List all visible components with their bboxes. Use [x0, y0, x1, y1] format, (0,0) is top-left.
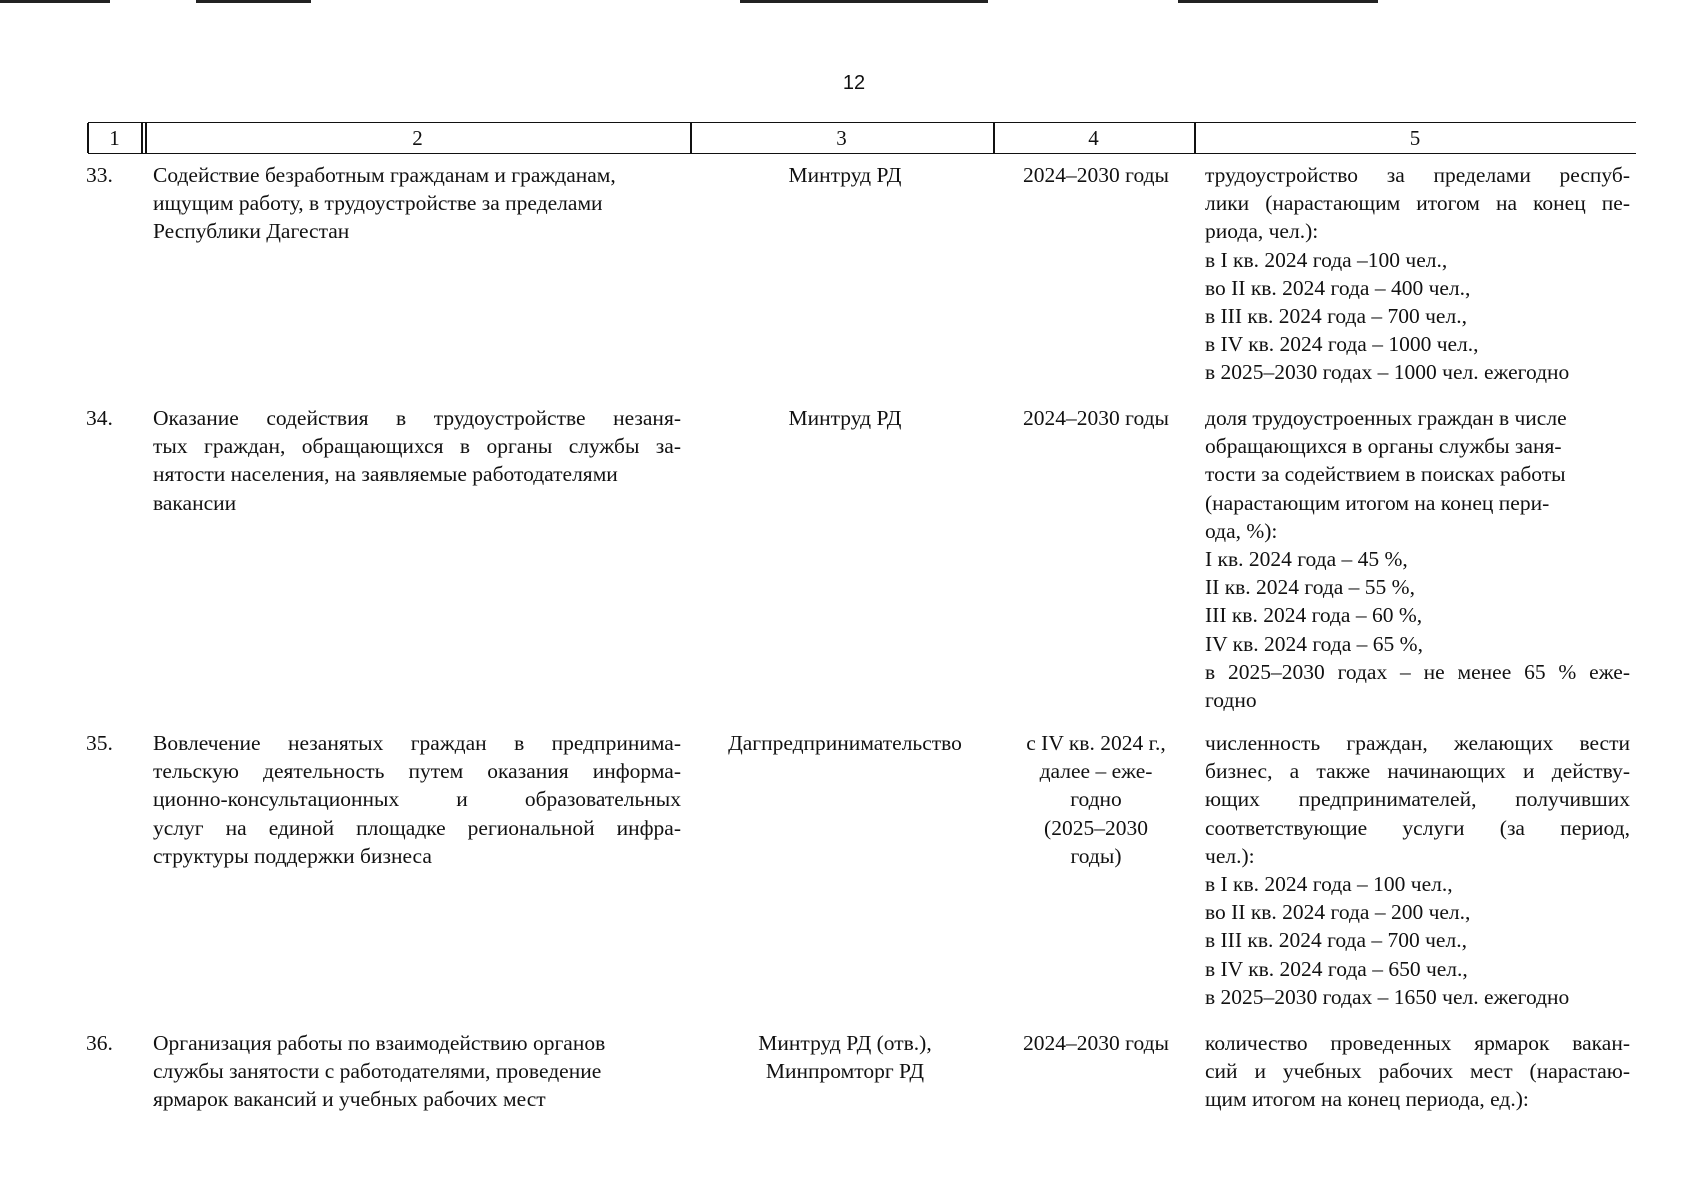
indicator	[1205, 1029, 1630, 1114]
text-line: вакансии	[153, 490, 237, 515]
measure-name	[153, 729, 681, 870]
text-line: в IV кв. 2024 года – 650 чел.,	[1205, 956, 1468, 981]
page-number: 12	[842, 72, 866, 94]
table-header	[88, 122, 1636, 154]
executor	[700, 729, 990, 757]
text-line: щим итогом на конец периода, ед.):	[1205, 1087, 1529, 1112]
measure-name	[153, 161, 681, 246]
executor	[700, 1029, 990, 1085]
text-line: с IV кв. 2024 г.,	[1026, 731, 1166, 755]
text-line: Минтруд РД (отв.),	[758, 1031, 932, 1055]
text-line: численность граждан, желающих вести	[1205, 731, 1630, 755]
text-line: ярмарок вакансий и учебных рабочих мест	[153, 1087, 546, 1112]
text-line: услуг на единой площадке региональной инфра-	[153, 815, 681, 840]
text-line: Дагпредпринимательство	[728, 731, 962, 755]
measure-name	[153, 1029, 681, 1114]
text-line: Минтруд РД	[788, 406, 902, 430]
text-line: в III кв. 2024 года – 700 чел.,	[1205, 304, 1467, 329]
text-line: Организация работы по взаимодействию органов	[153, 1031, 606, 1055]
scan-edge-mark	[0, 0, 110, 3]
text-line: в IV кв. 2024 года – 1000 чел.,	[1205, 332, 1479, 357]
text-line: тельскую деятельность путем оказания информа-	[153, 759, 681, 784]
text-line: доля трудоустроенных граждан в числе	[1205, 406, 1567, 430]
text-line: IV кв. 2024 года – 65 %,	[1205, 631, 1423, 656]
term	[1000, 729, 1192, 870]
text-line: в III кв. 2024 года – 700 чел.,	[1205, 928, 1467, 953]
column-header-4: 4	[1088, 126, 1099, 150]
text-line: II кв. 2024 года – 55 %,	[1205, 575, 1415, 600]
text-line: Минтруд РД	[788, 163, 902, 187]
text-line: ционно-консультационных и образовательных	[153, 787, 681, 812]
row-number: 36.	[86, 1031, 113, 1055]
scan-edge-mark	[196, 0, 311, 3]
text-line: службы занятости с работодателями, проведение	[153, 1059, 602, 1084]
text-line: во II кв. 2024 года – 200 чел.,	[1205, 900, 1471, 925]
text-line: далее – еже-	[1039, 759, 1153, 784]
text-line: ода, %):	[1205, 518, 1278, 543]
text-line: 2024–2030 годы	[1023, 406, 1169, 430]
text-line: в 2025–2030 годах – 1650 чел. ежегодно	[1205, 984, 1570, 1009]
term	[1000, 161, 1192, 189]
indicator	[1205, 161, 1630, 387]
text-line: в 2025–2030 годах – 1000 чел. ежегодно	[1205, 360, 1570, 385]
executor	[700, 161, 990, 189]
text-line: I кв. 2024 года – 45 %,	[1205, 547, 1408, 572]
text-line: структуры поддержки бизнеса	[153, 843, 432, 868]
text-line: трудоустройство за пределами респуб-	[1205, 163, 1630, 187]
indicator	[1205, 729, 1630, 1011]
scan-edge-mark	[1178, 0, 1378, 3]
row-number: 34.	[86, 406, 113, 430]
term	[1000, 404, 1192, 432]
term	[1000, 1029, 1192, 1057]
text-line: обращающихся в органы службы заня-	[1205, 434, 1562, 459]
text-line: Оказание содействия в трудоустройстве незаня-	[153, 406, 681, 430]
executor	[700, 404, 990, 432]
text-line: годно	[1205, 688, 1257, 713]
text-line: Содействие безработным гражданам и гражданам,	[153, 163, 616, 187]
text-line: Республики Дагестан	[153, 219, 350, 244]
column-header-1: 1	[109, 126, 120, 150]
scan-edge-mark	[740, 0, 988, 3]
indicator	[1205, 404, 1630, 714]
text-line: сий и учебных рабочих мест (нарастаю-	[1205, 1059, 1630, 1084]
text-line: годы)	[1070, 843, 1122, 868]
text-line: в I кв. 2024 года –100 чел.,	[1205, 247, 1448, 272]
text-line: Вовлечение незанятых граждан в предпринима-	[153, 731, 681, 755]
text-line: III кв. 2024 года – 60 %,	[1205, 603, 1423, 628]
text-line: бизнес, а также начинающих и действу-	[1205, 759, 1630, 784]
text-line: 2024–2030 годы	[1023, 1031, 1169, 1055]
text-line: ищущим работу, в трудоустройстве за пределами	[153, 191, 603, 216]
text-line: лики (нарастающим итогом на конец пе-	[1205, 191, 1630, 216]
text-line: годно	[1070, 787, 1122, 812]
text-line: количество проведенных ярмарок вакан-	[1205, 1031, 1630, 1055]
row-number: 33.	[86, 163, 113, 187]
text-line: в 2025–2030 годах – не менее 65 % еже-	[1205, 659, 1630, 684]
text-line: в I кв. 2024 года – 100 чел.,	[1205, 872, 1453, 897]
text-line: чел.):	[1205, 843, 1255, 868]
text-line: (2025–2030	[1044, 815, 1148, 840]
column-header-5: 5	[1409, 126, 1421, 150]
text-line: нятости населения, на заявляемые работодателями	[153, 462, 618, 487]
text-line: во II кв. 2024 года – 400 чел.,	[1205, 275, 1471, 300]
text-line: риода, чел.):	[1205, 219, 1319, 244]
row-number: 35.	[86, 731, 113, 755]
column-header-2: 2	[412, 126, 423, 150]
text-line: тых граждан, обращающихся в органы службы за-	[153, 434, 681, 459]
column-divider	[141, 123, 143, 153]
text-line: 2024–2030 годы	[1023, 163, 1169, 187]
text-line: ющих предпринимателей, получивших	[1205, 787, 1630, 812]
text-line: тости за содействием в поисках работы	[1205, 462, 1566, 487]
text-line: Минпромторг РД	[765, 1059, 925, 1084]
text-line: (нарастающим итогом на конец пери-	[1205, 490, 1550, 515]
column-header-3: 3	[836, 126, 847, 150]
text-line: соответствующие услуги (за период,	[1205, 815, 1630, 840]
measure-name	[153, 404, 681, 517]
